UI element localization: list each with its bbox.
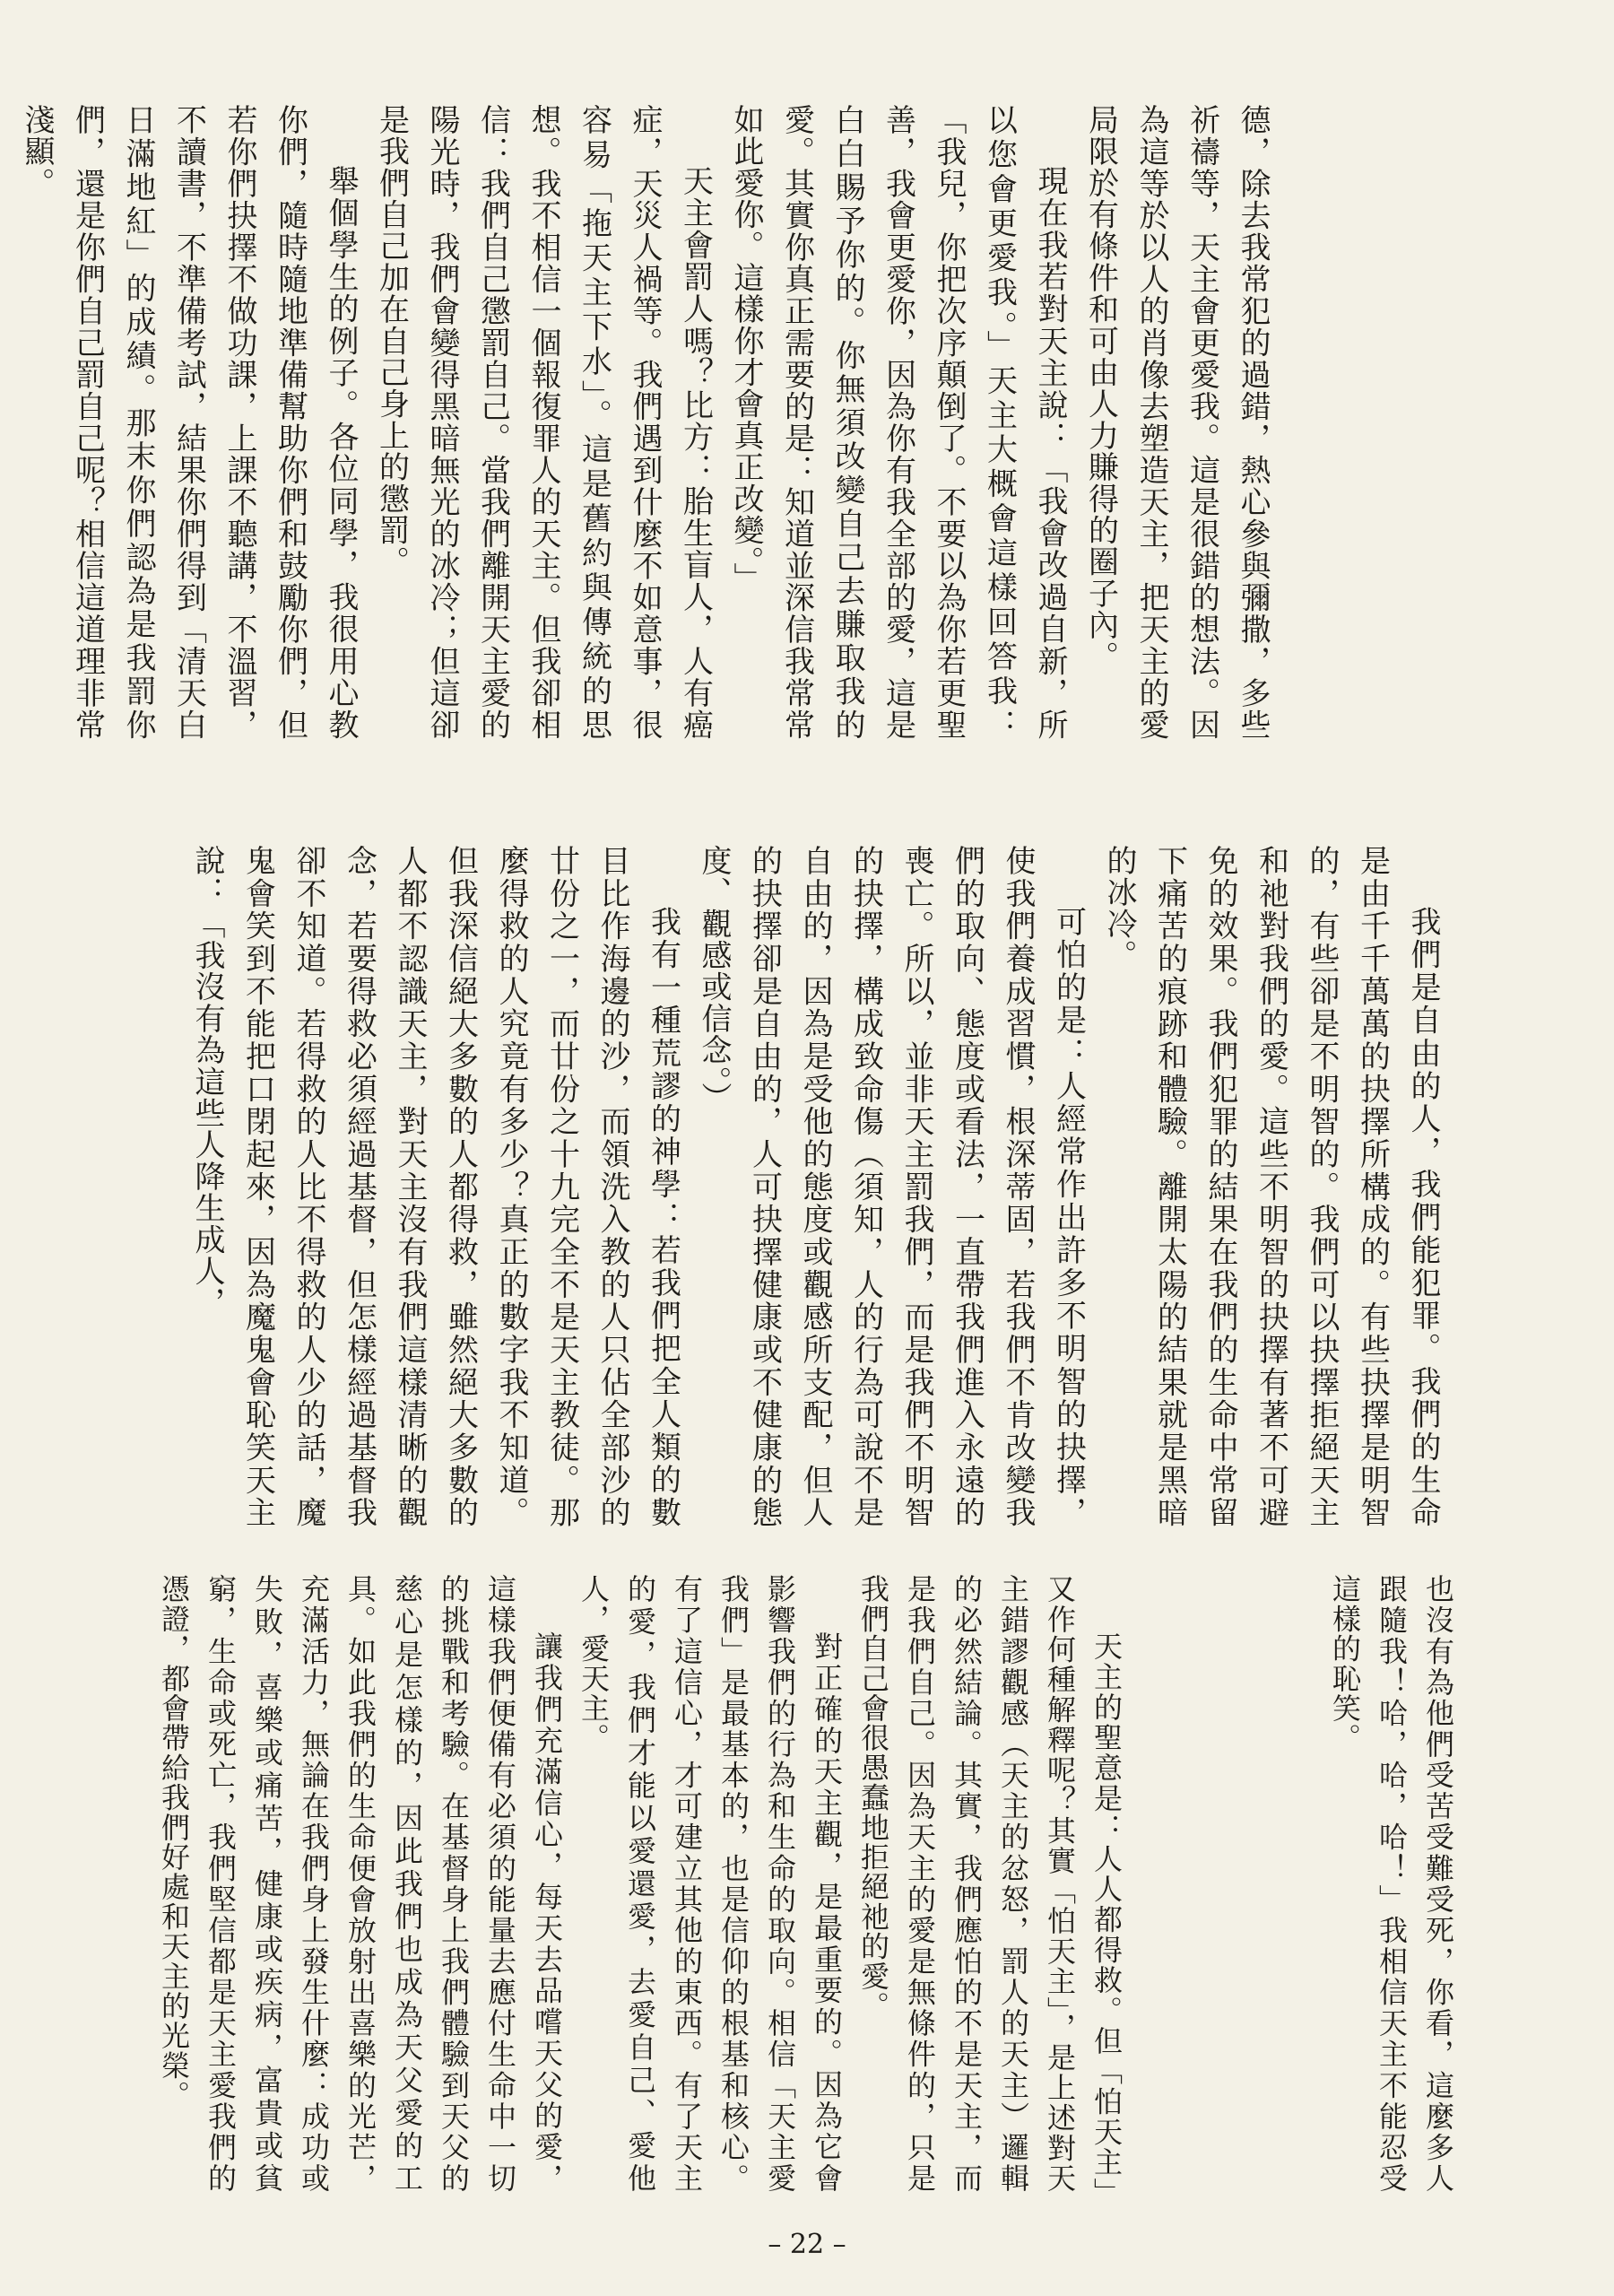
paragraph: 我有一種荒謬的神學：若我們把全人類的數目比作海邊的沙，而領洗入教的人只佔全部沙的廿份之一，而廿份之十九完全不是天主教徒。那麼得救的人究竟有多少？真正的數字我不知道。但我深信絕大多數的人都得救，雖然絕大多數的人都不認識天主，對天主沒有我們這樣清晰的觀念，若要得救必須經過基督，但怎樣經過基督我卻不知道。若得救的人比不得救的人少的話，魔鬼會笑到不能把口閉起來，因為魔鬼會恥笑天主說：「我沒有為這些人降生成人， — [189, 845, 681, 1528]
paragraph: 對正確的天主觀，是最重要的。因為它會影響我們的行為和生命的取向。相信「天主愛我們」是最基本的，也是信仰的根基和核心。有了這信心，才可建立其他的東西。有了天主的愛，我們才能以愛還愛，去愛自己、愛他人，愛天主。 — [577, 1574, 844, 2193]
paragraph: 德，除去我常犯的過錯，熱心參與彌撒，多些祈禱等，天主會更愛我。這是很錯的想法。因為這等於以人的肖像去塑造天主，把天主的愛局限於有條件和可由人力賺得的圈子內。 — [1082, 104, 1271, 741]
paragraph: 讓我們充滿信心，每天去品嚐天父的愛，這樣我們便備有必須的能量去應付生命中一切的挑戰和考驗。在基督身上我們體驗到天父的慈心是怎樣的，因此我們也成為天父愛的工具。如此我們的生命便會放射出喜樂的光芒，充滿活力，無論在我們身上發生什麼：成功或失敗，喜樂或痛苦，健康或疾病，富貴或貧窮，生命或死亡，我們堅信都是天主愛我們的憑證，都會帶給我們好處和天主的光榮。 — [157, 1574, 564, 2193]
paragraph: 現在我若對天主說：「我會改過自新，所以您會更愛我。」天主大概會這樣回答我：「我兒，你把次序顛倒了。不要以為你若更聖善，我會更愛你，因為你有我全部的愛，這是白白賜予你的。你無須改變自己去賺取我的愛。其實你真正需要的是：知道並深信我常常如此愛你。這樣你才會真正改變。」 — [728, 104, 1068, 741]
paragraph: 可怕的是：人經常作出許多不明智的抉擇，使我們養成習慣，根深蒂固，若我們不肯改變我們的取向、態度或看法，一直帶我們進入永遠的喪亡。所以，並非天主罰我們，而是我們不明智的抉擇，構成致命傷（須知，人的行為可說不是自由的，因為是受他的態度或觀感所支配，但人的抉擇卻是自由的，人可抉擇健康或不健康的態度、觀感或信念。） — [696, 845, 1087, 1528]
paragraph: 天主的聖意是：人人都得救。但「怕天主」又作何種解釋呢？其實「怕天主」，是上述對天主錯謬觀感（天主的忿怒，罰人的天主）邏輯的必然結論。其實，我們應怕的不是天主，而是我們自己。因為天主的愛是無條件的，只是我們自己會很愚蠢地拒絕祂的愛。 — [856, 1574, 1124, 2193]
text-block-middle — [90, 845, 1448, 1528]
paragraph: 天主會罰人嗎？比方：胎生盲人，人有癌症，天災人禍等。我們遇到什麼不如意事，很容易「拖天主下水」。這是舊約與傳統的思想。我不相信一個報復罪人的天主。但我卻相信：我們自己懲罰自己。當我們離開天主愛的陽光時，我們會變得黑暗無光的冰冷；但這卻是我們自己加在自己身上的懲罰。 — [373, 104, 714, 741]
text-block-bottom-right — [1157, 1574, 1462, 2193]
paragraph: 舉個學生的例子。各位同學，我很用心教你們，隨時隨地準備幫助你們和鼓勵你們，但若你們抉擇不做功課，上課不聽講，不溫習，不讀書，不準備考試，結果你們得到「清天白日滿地紅」的成績。那末你們認為是我罰你們，還是你們自己罰自己呢？相信這道理非常淺顯。 — [19, 104, 359, 741]
paragraph: 也沒有為他們受苦受難受死，你看，這麼多人跟隨我！哈，哈，哈！」我相信天主不能忍受這樣的恥笑。 — [1328, 1574, 1455, 2193]
page-number: – 22 – — [768, 2229, 846, 2260]
paragraph: 我們是自由的人，我們能犯罪。我們的生命是由千千萬萬的抉擇所構成的。有些抉擇是明智的，有些卻是不明智的。我們可以抉擇拒絕天主和祂對我們的愛。這些不明智的抉擇有著不可避免的效果。我們犯罪的結果在我們的生命中常留下痛苦的痕跡和體驗。離開太陽的結果就是黑暗的冰冷。 — [1101, 845, 1441, 1528]
text-block-bottom-left — [90, 1574, 1130, 2193]
text-block-top — [19, 104, 1278, 741]
